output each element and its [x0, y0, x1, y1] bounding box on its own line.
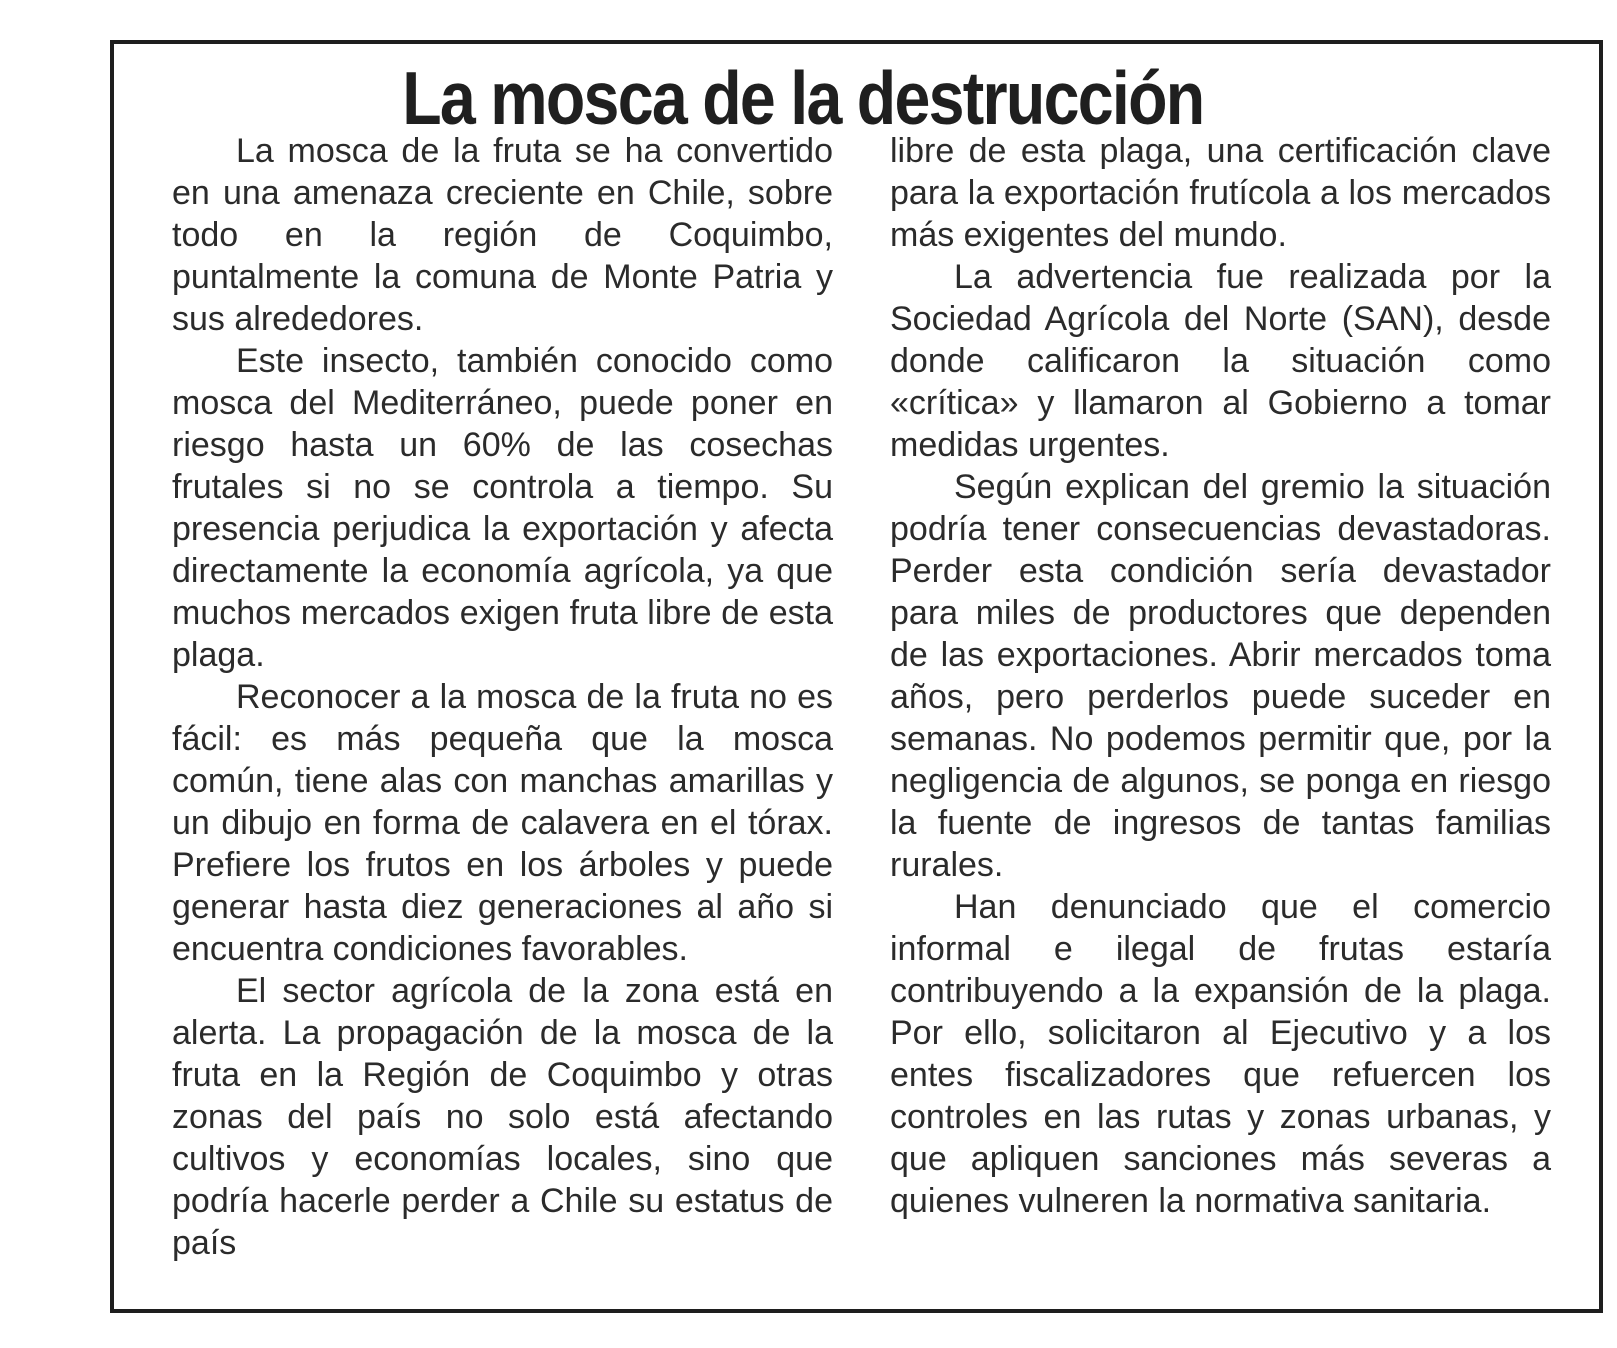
paragraph: Según explican del gremio la situación podría tener consecuencias devastadoras. Perder esta condición sería devastador para miles de productores que dependen de las exportaciones. Abrir mercados toma años, pero perderlos puede suceder en semanas. No podemos permitir que, por la negligencia de algunos, se ponga en riesgo la fuente de ingresos de tantas familias rurales.: [890, 468, 1551, 884]
right-column: [890, 130, 1551, 1222]
paragraph: El sector agrícola de la zona está en alerta. La propagación de la mosca de la fruta en la Región de Coquimbo y otras zonas del país no solo está afectando cultivos y economías locales, sino que podría hacerle perder a Chile su estatus de país: [172, 972, 833, 1262]
paragraph: La advertencia fue realizada por la Sociedad Agrícola del Norte (SAN), desde donde calificaron la situación como «crítica» y llamaron al Gobierno a tomar medidas urgentes.: [890, 258, 1551, 464]
paragraph: Reconocer a la mosca de la fruta no es fácil: es más pequeña que la mosca común, tiene alas con manchas amarillas y un dibujo en forma de calavera en el tórax. Prefiere los frutos en los árboles y puede generar hasta diez generaciones al año si encuentra condiciones favorables.: [172, 678, 833, 968]
paragraph: Han denunciado que el comercio informal e ilegal de frutas estaría contribuyendo a la expansión de la plaga. Por ello, solicitaron al Ejecutivo y a los entes fiscalizadores que refuercen los controles en las rutas y zonas urbanas, y que apliquen sanciones más severas a quienes vulneren la normativa sanitaria.: [890, 888, 1551, 1220]
article-title: La mosca de la destrucción: [367, 56, 1237, 140]
paragraph-continuation: libre de esta plaga, una certificación clave para la exportación frutícola a los mercados más exigentes del mundo.: [890, 132, 1551, 254]
article-body: [172, 130, 1562, 1262]
paragraph: Este insecto, también conocido como mosca del Mediterráneo, puede poner en riesgo hasta un 60% de las cosechas frutales si no se controla a tiempo. Su presencia perjudica la exportación y afecta directamente la economía agrícola, ya que muchos mercados exigen fruta libre de esta plaga.: [172, 342, 833, 674]
paragraph: La mosca de la fruta se ha convertido en una amenaza creciente en Chile, sobre todo en la región de Coquimbo, puntalmente la comuna de Monte Patria y sus alrededores.: [172, 132, 833, 338]
left-column: [172, 130, 833, 1264]
